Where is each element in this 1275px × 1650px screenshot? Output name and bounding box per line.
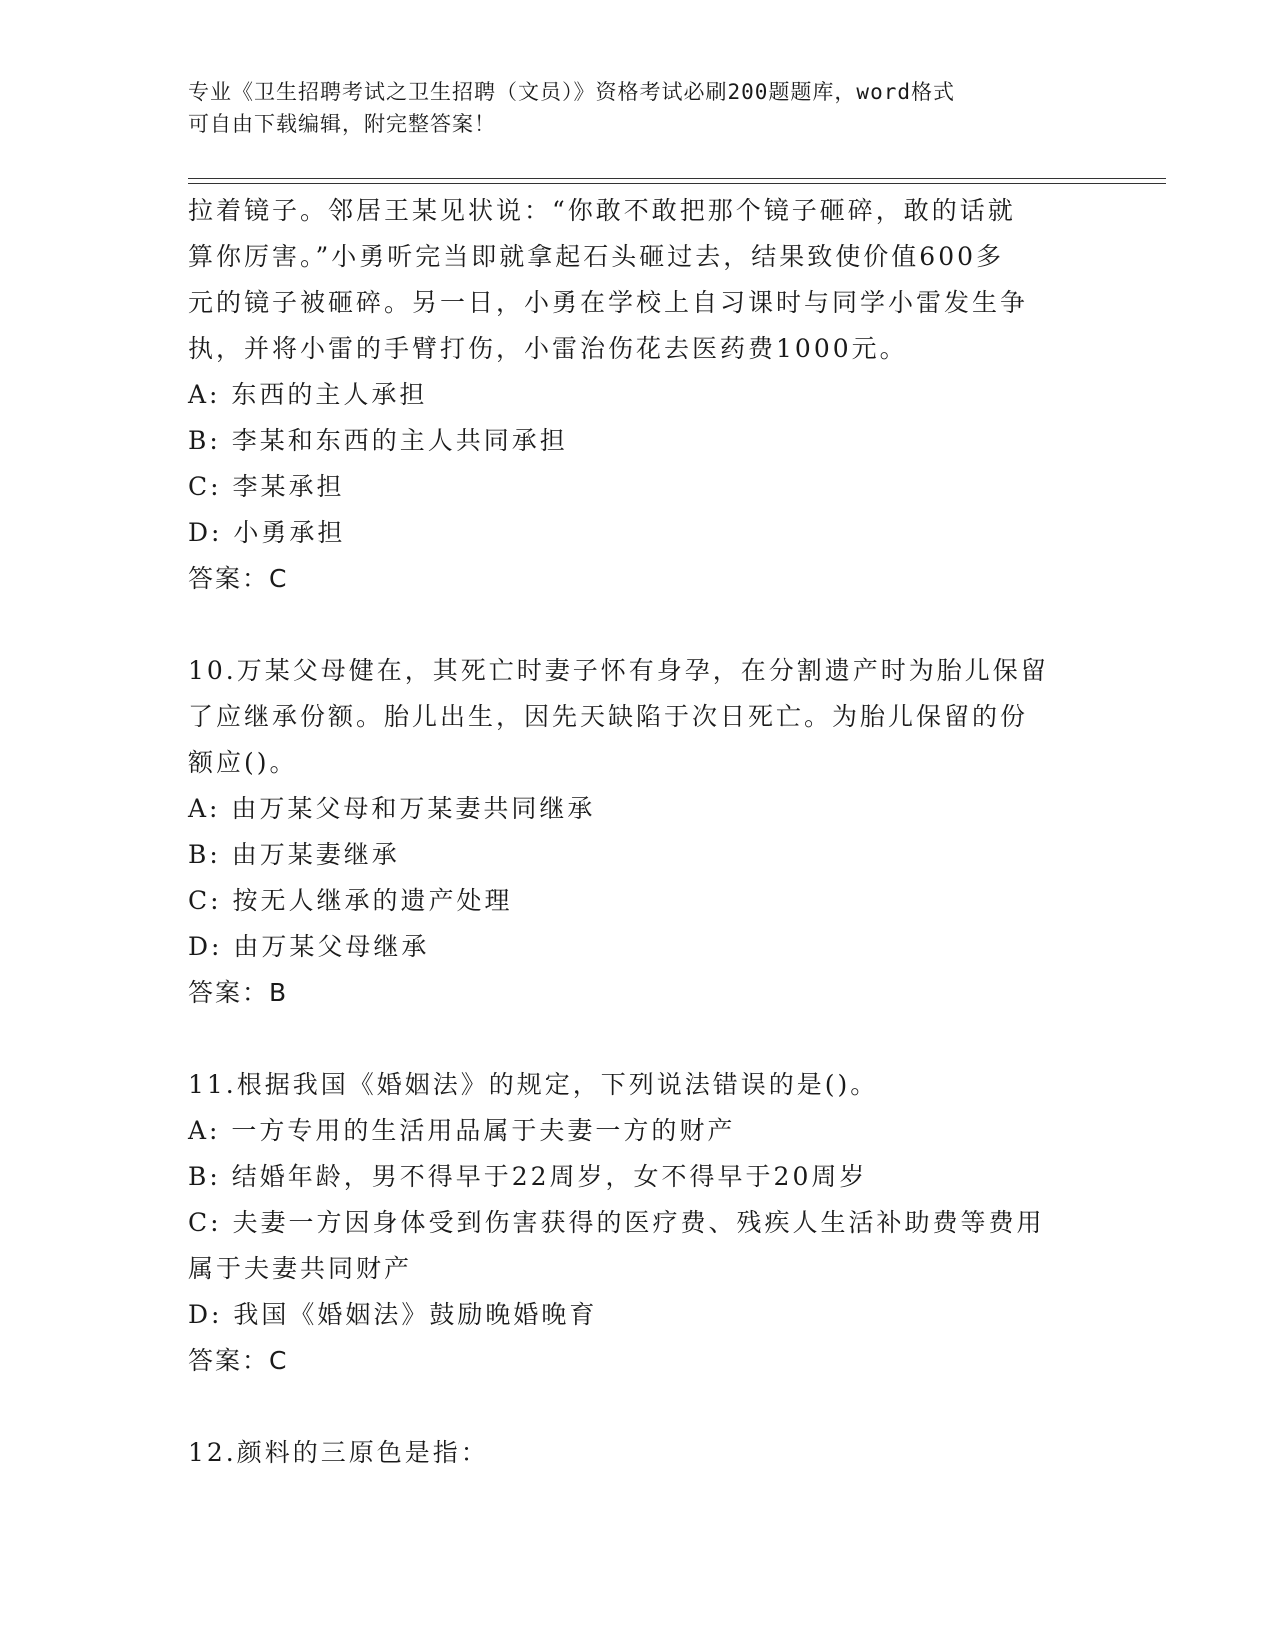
answer-key: 答案：C: [188, 1346, 289, 1375]
spacer: [188, 1384, 1088, 1430]
option-c-continued: 属于夫妻共同财产: [188, 1254, 413, 1283]
question-stem-line: 10.万某父母健在，其死亡时妻子怀有身孕，在分割遗产时为胎儿保留: [188, 656, 1049, 685]
question-stem-line: 12.颜料的三原色是指：: [188, 1438, 489, 1467]
spacer: [188, 1016, 1088, 1062]
question-11: [188, 1062, 1088, 1384]
question-stem-line: 拉着镜子。邻居王某见状说：“你敢不敢把那个镜子砸碎，敢的话就: [188, 196, 1016, 225]
question-stem-line: 执，并将小雷的手臂打伤，小雷治伤花去医药费1000元。: [188, 334, 908, 363]
header-divider-top: [188, 178, 1166, 179]
question-stem-line: 了应继承份额。胎儿出生，因先天缺陷于次日死亡。为胎儿保留的份: [188, 702, 1029, 731]
header-line-2: 可自由下载编辑，附完整答案！: [188, 112, 496, 136]
option-b: B: 由万某妻继承: [188, 840, 400, 869]
question-list: [188, 188, 1088, 1476]
question-stem-line: 11.根据我国《婚姻法》的规定，下列说法错误的是()。: [188, 1070, 879, 1099]
header-line-1: 专业《卫生招聘考试之卫生招聘（文员）》资格考试必刷200题题库，word格式: [188, 80, 955, 104]
option-d: D: 小勇承担: [188, 518, 346, 547]
option-d: D: 我国《婚姻法》鼓励晚婚晚育: [188, 1300, 598, 1329]
option-c: C: 按无人继承的遗产处理: [188, 886, 513, 915]
question-stem-line: 额应()。: [188, 748, 298, 777]
option-b: B: 结婚年龄，男不得早于22周岁，女不得早于20周岁: [188, 1162, 868, 1191]
option-c: C: 夫妻一方因身体受到伤害获得的医疗费、残疾人生活补助费等费用: [188, 1208, 1045, 1237]
header-divider-bottom: [188, 183, 1166, 184]
option-d: D: 由万某父母继承: [188, 932, 430, 961]
question-stem-line: 元的镜子被砸碎。另一日，小勇在学校上自习课时与同学小雷发生争: [188, 288, 1029, 317]
option-a: A: 由万某父母和万某妻共同继承: [188, 794, 596, 823]
option-c: C: 李某承担: [188, 472, 345, 501]
page-header: [188, 76, 1068, 140]
option-b: B: 李某和东西的主人共同承担: [188, 426, 568, 455]
option-a: A: 东西的主人承担: [188, 380, 428, 409]
answer-key: 答案：C: [188, 564, 289, 593]
question-12: [188, 1430, 1088, 1476]
option-a: A: 一方专用的生活用品属于夫妻一方的财产: [188, 1116, 736, 1145]
question-9: [188, 188, 1088, 602]
spacer: [188, 602, 1088, 648]
answer-key: 答案：B: [188, 978, 289, 1007]
question-10: [188, 648, 1088, 1016]
question-stem-line: 算你厉害。”小勇听完当即就拿起石头砸过去，结果致使价值600多: [188, 242, 1005, 271]
